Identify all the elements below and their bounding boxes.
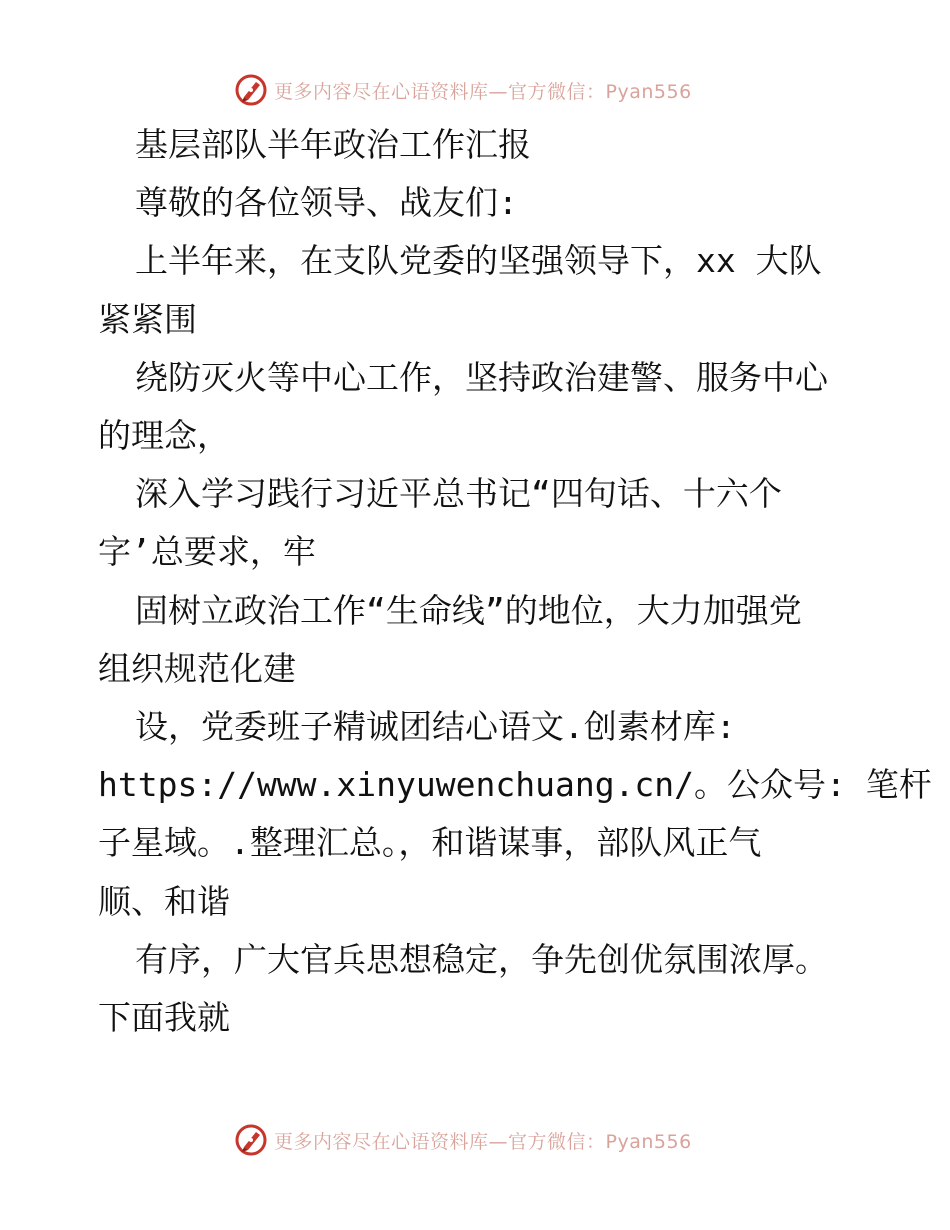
pen-logo-icon bbox=[234, 1123, 268, 1157]
banner-text: 更多内容尽在心语资料库—官方微信：Pyan556 bbox=[274, 1130, 692, 1153]
body-line: 子星域。.整理汇总。，和谐谋事，部队风正气 bbox=[98, 823, 762, 862]
body-line: https://www.xinyuwenchuang.cn/。公众号: 笔杆 bbox=[98, 765, 932, 804]
body-line: 深入学习践行习近平总书记“四句话、十六个 bbox=[135, 474, 782, 513]
footer-banner bbox=[234, 1122, 754, 1158]
body-line: 尊敬的各位领导、战友们: bbox=[135, 183, 518, 222]
body-line: 下面我就 bbox=[98, 998, 230, 1037]
body-line: 绕防灭火等中心工作，坚持政治建警、服务中心 bbox=[135, 358, 828, 397]
body-line: 字’总要求，牢 bbox=[98, 532, 316, 571]
body-line: 的理念， bbox=[98, 416, 230, 455]
banner-text: 更多内容尽在心语资料库—官方微信：Pyan556 bbox=[274, 80, 692, 103]
body-line: 有序，广大官兵思想稳定，争先创优氛围浓厚。 bbox=[135, 940, 828, 979]
body-line: 组织规范化建 bbox=[98, 649, 296, 688]
body-line: 上半年来，在支队党委的坚强领导下，xx 大队 bbox=[135, 241, 822, 280]
header-banner bbox=[234, 72, 754, 108]
document-title: 基层部队半年政治工作汇报 bbox=[135, 125, 531, 164]
body-line: 设，党委班子精诚团结心语文.创素材库: bbox=[135, 707, 736, 746]
body-line: 固树立政治工作“生命线”的地位，大力加强党 bbox=[135, 591, 802, 630]
body-line: 顺、和谐 bbox=[98, 882, 230, 921]
body-line: 紧紧围 bbox=[98, 300, 197, 339]
pen-logo-icon bbox=[234, 73, 268, 107]
